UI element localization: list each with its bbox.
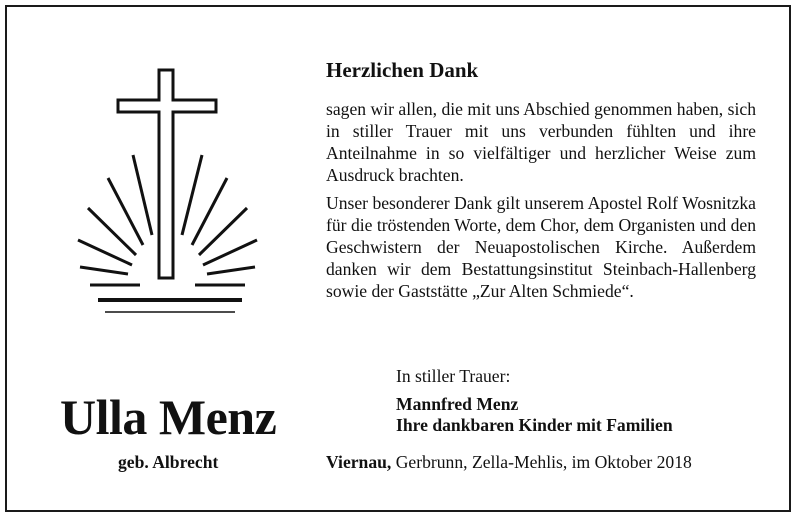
paragraph-thanks: sagen wir allen, die mit uns Abschied genommen haben, sich in stiller Trauer mit uns verbunden fühlten und ihre Anteilnahme in so vielfältiger und herzlicher Weise zum Ausdruck brachten. — [326, 99, 756, 185]
mourner-family: Ihre dankbaren Kinder mit Familien — [396, 415, 673, 435]
thank-you-text — [326, 98, 756, 308]
deceased-name: Ulla Menz — [60, 389, 277, 445]
birth-name: geb. Albrecht — [118, 452, 219, 472]
cross-with-rising-sun-icon — [70, 60, 270, 330]
paragraph-special-thanks: Unser besonderer Dank gilt unserem Apostel Rolf Wosnitzka für die tröstenden Worte, dem Chor, dem Organisten und den Geschwistern der Neuapostolischen Kirche. Außerdem danken wir dem Bestattungsinstitut Steinbach-Hallenberg sowie der Gaststätte „Zur Alten Schmiede“. — [326, 193, 756, 301]
place-date-line — [326, 452, 692, 473]
mourning-label: In stiller Trauer: — [396, 366, 511, 386]
notice-heading: Herzlichen Dank — [326, 58, 479, 82]
mourners-list — [396, 394, 673, 436]
mourner-name: Mannfred Menz — [396, 394, 519, 414]
place-rest: Gerbrunn, Zella-Mehlis, im Oktober 2018 — [391, 452, 692, 472]
place-primary: Viernau, — [326, 452, 392, 472]
